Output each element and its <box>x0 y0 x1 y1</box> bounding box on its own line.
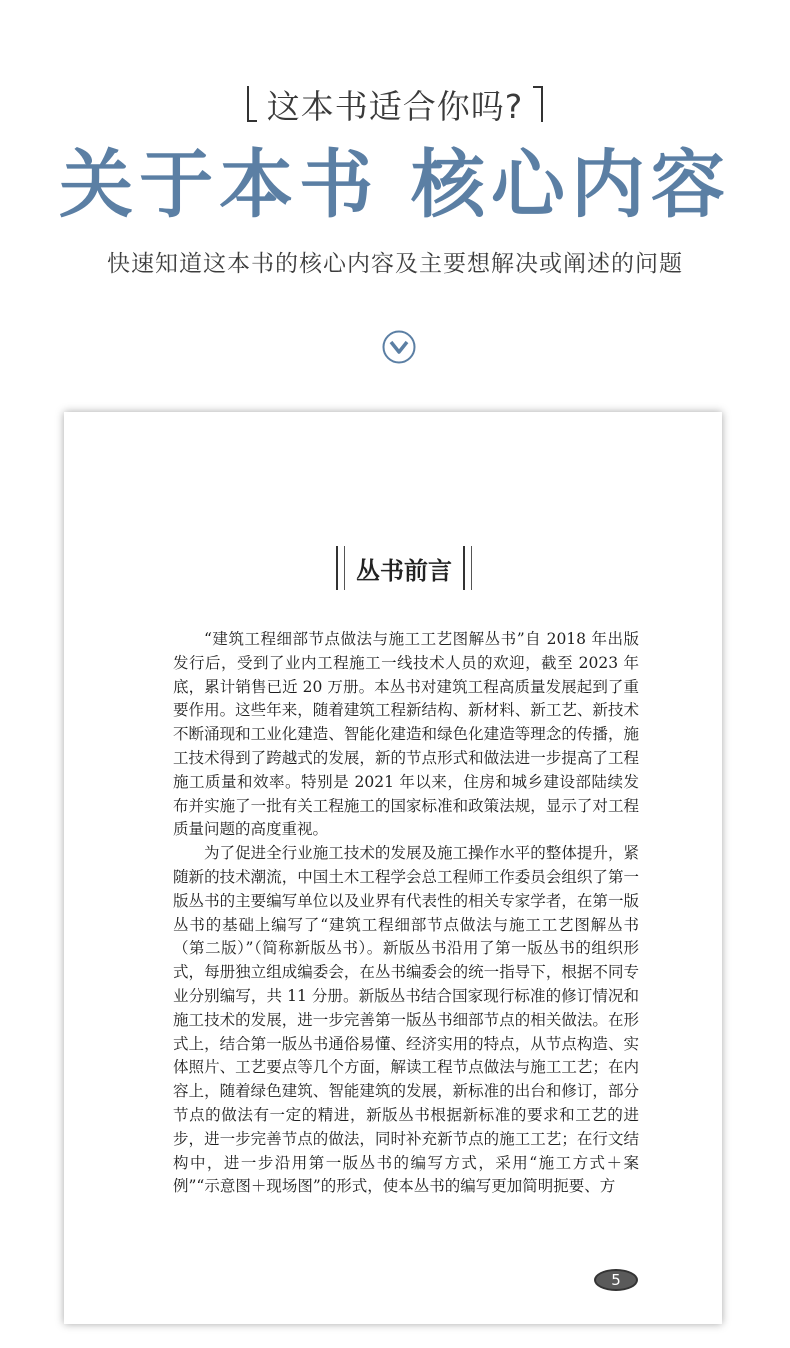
section-tag-text: 这本书适合你吗? <box>266 86 524 126</box>
page-heading-text: 丛书前言 <box>356 555 452 585</box>
page-number-badge: 5 <box>594 1269 638 1291</box>
page-title: 关于本书 核心内容 <box>59 142 731 228</box>
heading-left-bar <box>336 546 345 590</box>
page-subtitle: 快速知道这本书的核心内容及主要想解决或阐述的问题 <box>107 251 683 277</box>
page-heading <box>336 546 472 590</box>
right-bracket-icon <box>533 86 543 122</box>
heading-right-bar <box>463 546 472 590</box>
paragraph: “建筑工程细部节点做法与施工工艺图解丛书”自 2018 年出版发行后，受到了业内工程施工一线技术人员的欢迎，截至 2023 年底，累计销售已近 20 万册。本丛书对建筑工程高质量发展起到了重要作用。这些年来，随着建筑工程新结构、新材料、新工艺、新技术不断涌现和工业化建造、智能化建造和绿色化建造等理念的传播，施工技术得到了跨越式的发展，新的节点形式和做法进一步提高了工程施工质量和效率。特别是 2021 年以来，住房和城乡建设部陆续发布并实施了一批有关工程施工的国家标准和政策法规，显示了对工程质量问题的高度重视。 <box>173 630 639 839</box>
section-tag <box>0 82 790 126</box>
chevron-down-circle-icon <box>382 330 416 364</box>
paragraph: 为了促进全行业施工技术的发展及施工操作水平的整体提升，紧随新的技术潮流，中国土木工程学会总工程师工作委员会组织了第一版丛书的主要编写单位以及业界有代表性的相关专家学者，在第一版丛书的基础上编写了“建筑工程细部节点做法与施工工艺图解丛书（第二版）”（简称新版丛书）。新版丛书沿用了第一版丛书的组织形式，每册独立组成编委会，在丛书编委会的统一指导下，根据不同专业分别编写，共 11 分册。新版丛书结合国家现行标准的修订情况和施工技术的发展，进一步完善第一版丛书细部节点的相关做法。在形式上，结合第一版丛书通俗易懂、经济实用的特点，从节点构造、实体照片、工艺要点等几个方面，解读工程节点做法与施工工艺；在内容上，随着绿色建筑、智能建筑的发展，新标准的出台和修订，部分节点的做法有一定的精进，新版丛书根据新标准的要求和工艺的进步，进一步完善节点的做法，同时补充新节点的施工工艺；在行文结构中，进一步沿用第一版丛书的编写方式，采用“施工方式＋案例”“示意图＋现场图”的形式，使本丛书的编写更加简明扼要、方 <box>173 844 639 1196</box>
page-body <box>173 628 639 1199</box>
left-bracket-icon <box>247 86 257 122</box>
